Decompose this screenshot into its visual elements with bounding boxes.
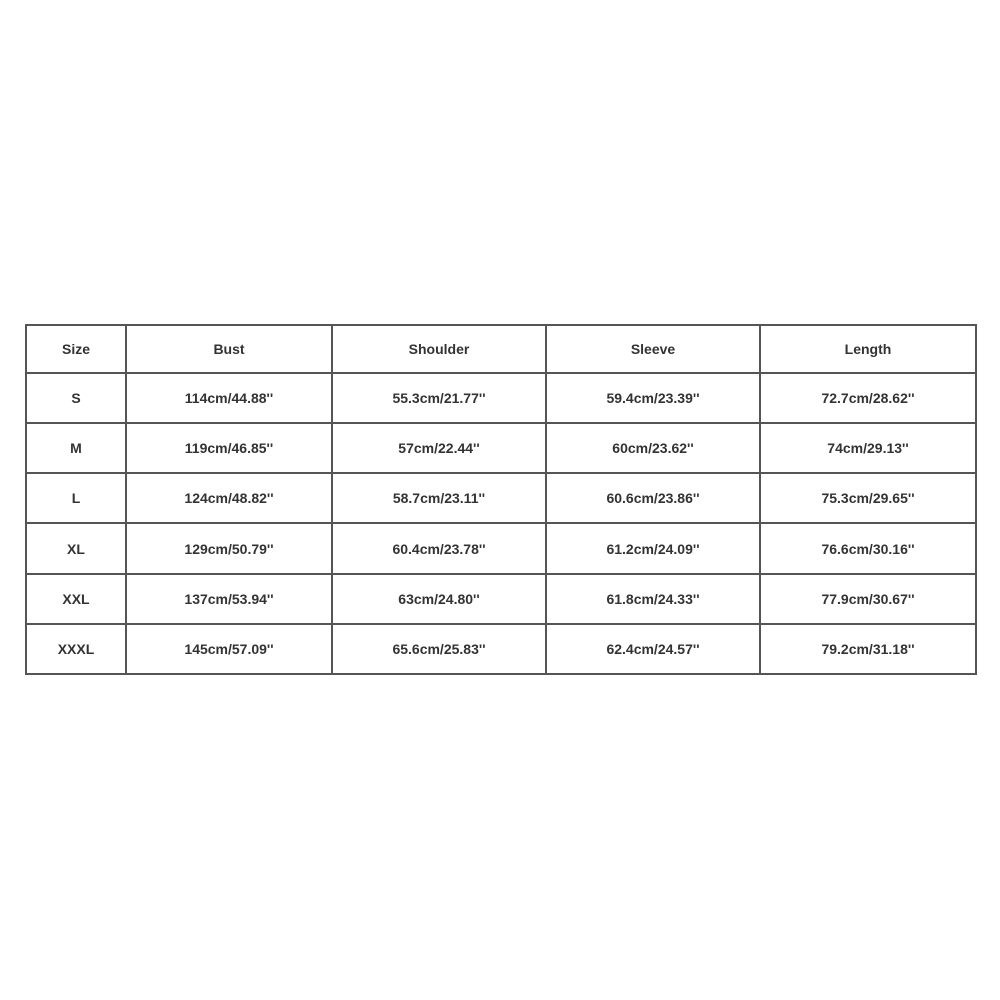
table-row — [26, 523, 976, 573]
shoulder-cell: 55.3cm/21.77'' — [332, 373, 546, 423]
size-chart-header — [26, 325, 976, 373]
shoulder-cell: 60.4cm/23.78'' — [332, 523, 546, 573]
shoulder-cell: 57cm/22.44'' — [332, 423, 546, 473]
sleeve-cell: 62.4cm/24.57'' — [546, 624, 760, 674]
sleeve-cell: 60.6cm/23.86'' — [546, 473, 760, 523]
table-row — [26, 624, 976, 674]
header-shoulder: Shoulder — [332, 325, 546, 373]
shoulder-cell: 63cm/24.80'' — [332, 574, 546, 624]
size-cell: L — [26, 473, 126, 523]
header-sleeve: Sleeve — [546, 325, 760, 373]
bust-cell: 145cm/57.09'' — [126, 624, 332, 674]
size-chart-table — [25, 324, 977, 675]
table-row — [26, 373, 976, 423]
sleeve-cell: 61.2cm/24.09'' — [546, 523, 760, 573]
table-row — [26, 473, 976, 523]
shoulder-cell: 58.7cm/23.11'' — [332, 473, 546, 523]
size-cell: XXL — [26, 574, 126, 624]
header-row — [26, 325, 976, 373]
table-row — [26, 423, 976, 473]
size-chart-body — [26, 373, 976, 674]
bust-cell: 137cm/53.94'' — [126, 574, 332, 624]
bust-cell: 119cm/46.85'' — [126, 423, 332, 473]
size-cell: XXXL — [26, 624, 126, 674]
length-cell: 79.2cm/31.18'' — [760, 624, 976, 674]
table-row — [26, 574, 976, 624]
length-cell: 77.9cm/30.67'' — [760, 574, 976, 624]
header-bust: Bust — [126, 325, 332, 373]
length-cell: 72.7cm/28.62'' — [760, 373, 976, 423]
sleeve-cell: 60cm/23.62'' — [546, 423, 760, 473]
sleeve-cell: 59.4cm/23.39'' — [546, 373, 760, 423]
bust-cell: 124cm/48.82'' — [126, 473, 332, 523]
size-cell: S — [26, 373, 126, 423]
length-cell: 75.3cm/29.65'' — [760, 473, 976, 523]
header-size: Size — [26, 325, 126, 373]
size-cell: M — [26, 423, 126, 473]
bust-cell: 114cm/44.88'' — [126, 373, 332, 423]
shoulder-cell: 65.6cm/25.83'' — [332, 624, 546, 674]
length-cell: 76.6cm/30.16'' — [760, 523, 976, 573]
length-cell: 74cm/29.13'' — [760, 423, 976, 473]
bust-cell: 129cm/50.79'' — [126, 523, 332, 573]
size-cell: XL — [26, 523, 126, 573]
sleeve-cell: 61.8cm/24.33'' — [546, 574, 760, 624]
header-length: Length — [760, 325, 976, 373]
